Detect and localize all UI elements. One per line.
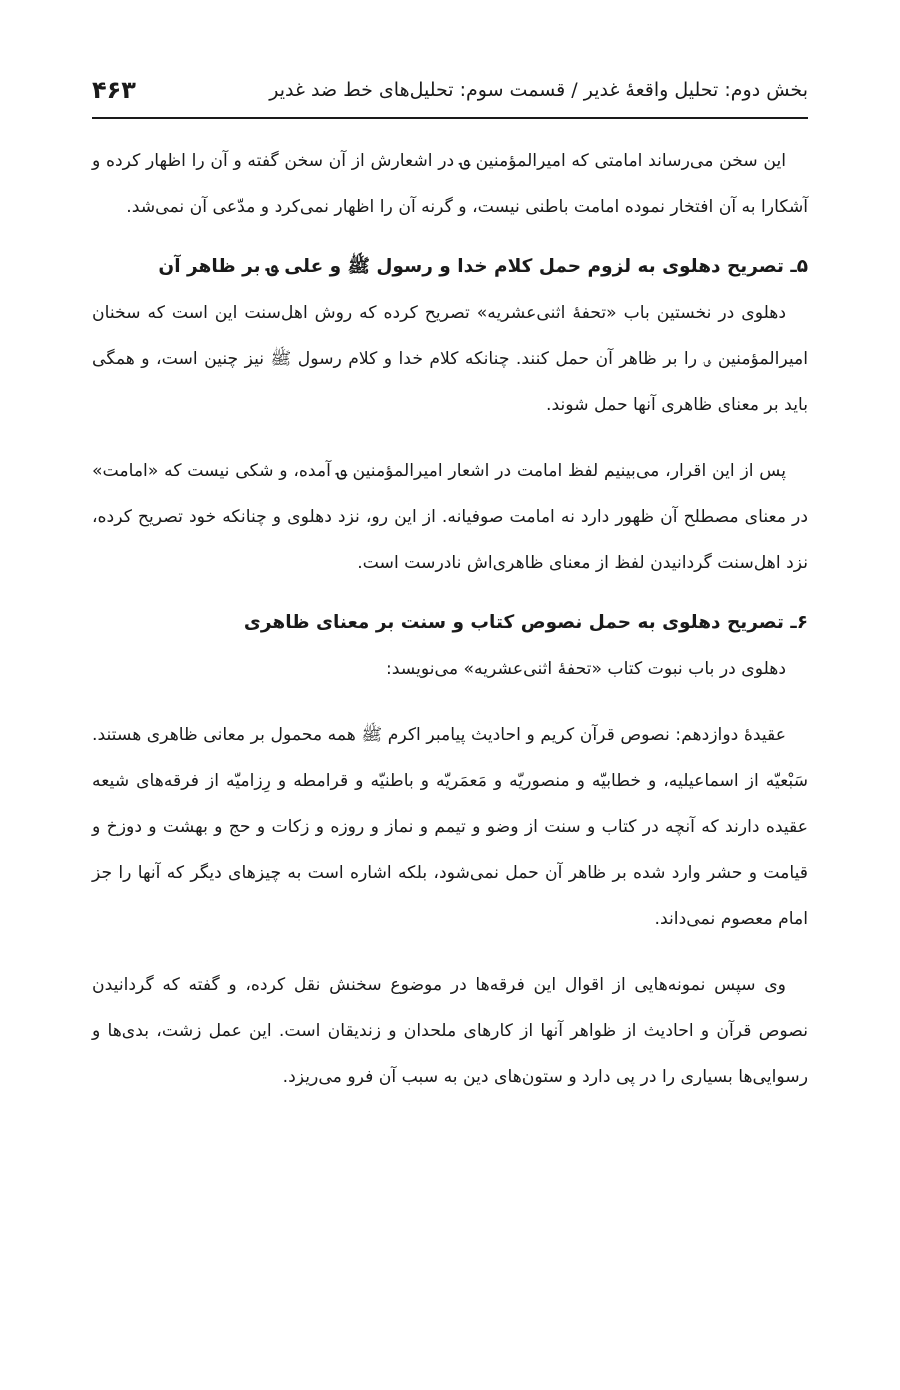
running-header [92, 68, 808, 112]
section-heading-5: ۵ـ تصریح دهلوی به لزوم حمل کلام خدا و رسول ﷺ و علی ؈ بر ظاهر آن [158, 256, 808, 277]
paragraph-conclusion: وی سپس نمونه‌هایی از اقوال این فرقه‌ها در موضوع سخنش نقل کرده، و گفته که گردانیدن نصوص قرآن و احادیث از ظواهر آنها از کارهای ملحدان و زندیقان است. این عمل زشت، بدی‌ها و رسوایی‌ها بسیاری را در پی دارد و ستون‌های دین به سبب آن فرو می‌ریزد. [92, 975, 808, 1087]
paragraph-imamat-term: پس از این اقرار، می‌بینیم لفظ امامت در اشعار امیرالمؤمنین ؈ آمده، و شکی نیست که «امامت» در معنای مصطلح آن ظهور دارد نه امامت صوفیانه. از این رو، نزد دهلوی و چنانکه خود تصریح کرده، نزد اهل‌سنت گردانیدن لفظ از معنای ظاهری‌اش نادرست است. [92, 461, 808, 573]
page-body [92, 138, 808, 1100]
paragraph-quote-intro: دهلوی در باب نبوت کتاب «تحفهٔ اثنی‌عشریه» می‌نویسد: [385, 659, 786, 679]
header-divider [92, 117, 808, 119]
book-page [92, 0, 808, 1390]
page-number: ۴۶۳ [92, 76, 136, 104]
section-heading-6: ۶ـ تصریح دهلوی به حمل نصوص کتاب و سنت بر معنای ظاهری [243, 612, 808, 633]
paragraph-section-5: دهلوی در نخستین باب «تحفهٔ اثنی‌عشریه» تصریح کرده که روش اهل‌سنت این است که سخنان امیرالمؤمنین ؈ را بر ظاهر آن حمل کنند. چنانکه کلام خدا و کلام رسول ﷺ نیز چنین است، و همگی باید بر معنای ظاهری آنها حمل شوند. [92, 303, 808, 415]
paragraph-intro: این سخن می‌رساند امامتی که امیرالمؤمنین ؈ در اشعارش از آن سخن گفته و آن را اظهار کرده و آشکارا به آن افتخار نموده امامت باطنی نیست، و گرنه آن را اظهار نمی‌کرد و مدّعی آن نمی‌شد. [92, 151, 808, 217]
paragraph-quote-twelfth-belief: عقیدهٔ دوازدهم: نصوص قرآن کریم و احادیث پیامبر اکرم ﷺ همه محمول بر معانی ظاهری هستند. سَبْعیّه از اسماعیلیه، و خطابیّه و منصوریّه و مَعمَریّه و باطنیّه و قرامطه و رِزامیّه از فرقه‌های شیعه عقیده دارند که آنچه در کتاب و سنت از وضو و تیمم و نماز و روزه و زکات و حج و بهشت و دوزخ و قیامت و حشر وارد شده بر ظاهر آن حمل نمی‌شود، بلکه اشاره است به چیزهای دیگر که آنها را جز امام معصوم نمی‌داند. [92, 725, 808, 929]
running-header-title: بخش دوم: تحلیل واقعهٔ غدیر / قسمت سوم: تحلیل‌های خط ضد غدیر [269, 79, 808, 101]
